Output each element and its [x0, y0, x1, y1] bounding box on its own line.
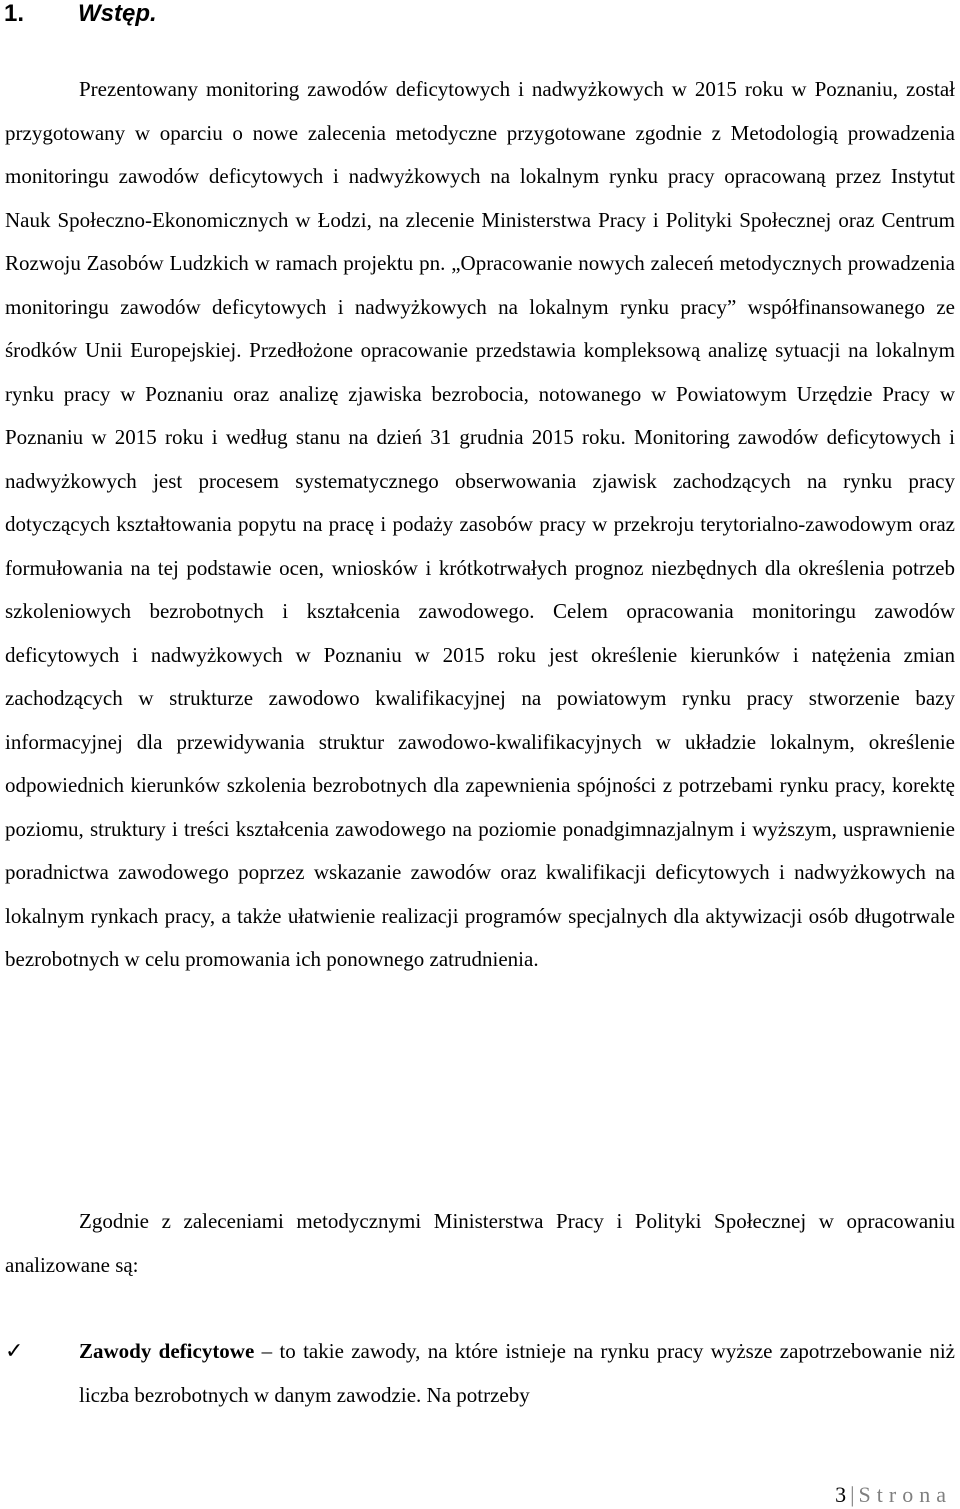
bullet-term: Zawody deficytowe [79, 1339, 255, 1363]
page-number: 3 [835, 1482, 847, 1507]
checkmark-icon: ✓ [5, 1339, 24, 1364]
section-title: Wstęp. [78, 0, 157, 27]
section-heading [4, 0, 157, 28]
bullet-item [5, 1330, 955, 1417]
bullet-dash: – [254, 1339, 280, 1363]
intro-paragraph: Prezentowany monitoring zawodów deficytowych i nadwyżkowych w 2015 roku w Poznaniu, został przygotowany w oparciu o nowe zalecenia metodyczne przygotowane zgodnie z Metodologią prowadzenia monitoringu zawodów deficytowych i nadwyżkowych na lokalnym rynku pracy opracowaną przez Instytut Nauk Społeczno-Ekonomicznych w Łodzi, na zlecenie Ministerstwa Pracy i Polityki Społecznej oraz Centrum Rozwoju Zasobów Ludzkich w ramach projektu pn. „Opracowanie nowych zaleceń metodycznych prowadzenia monitoringu zawodów deficytowych i nadwyżkowych na lokalnym rynku pracy” współfinansowanego ze środków Unii Europejskiej. Przedłożone opracowanie przedstawia kompleksową analizę sytuacji na lokalnym rynku pracy w Poznaniu oraz analizę zjawiska bezrobocia, notowanego w Powiatowym Urzędzie Pracy w Poznaniu w 2015 roku i według stanu na dzień 31 grudnia 2015 roku. Monitoring zawodów deficytowych i nadwyżkowych jest procesem systematycznego obserwowania zjawisk zachodzących na rynku pracy dotyczących kształtowania popytu na pracę i podaży zasobów pracy w przekroju terytorialno-zawodowym oraz formułowania na tej podstawie ocen, wniosków i krótkotrwałych prognoz niezbędnych dla określenia potrzeb szkoleniowych bezrobotnych i kształcenia zawodowego. Celem opracowania monitoringu zawodów deficytowych i nadwyżkowych w Poznaniu w 2015 roku jest określenie kierunków i natężenia zmian zachodzących w strukturze zawodowo kwalifikacyjnej na powiatowym rynku pracy stworzenie bazy informacyjnej dla przewidywania struktur zawodowo-kwalifikacyjnych w układzie lokalnym, określenie odpowiednich kierunków szkolenia bezrobotnych dla zapewnienia spójności z potrzebami rynku pracy, korektę poziomu, struktury i treści kształcenia zawodowego na poziomie ponadgimnazjalnym i wyższym, usprawnienie poradnictwa zawodowego poprzez wskazanie zawodów oraz kwalifikacji deficytowych i nadwyżkowych na lokalnym rynkach pracy, a także ułatwienie realizacji programów specjalnych dla aktywizacji osób długotrwale bezrobotnych w celu promowania ich ponownego zatrudnienia. [5, 77, 955, 971]
bullet-text [79, 1330, 955, 1417]
section-number: 1. [4, 0, 25, 27]
bullet-definition: to takie zawody, na które istnieje na rynku pracy wyższe zapotrzebowanie niż liczba bezrobotnych w danym zawodzie. Na potrzeby [79, 1339, 956, 1407]
footer-separator: | [850, 1482, 855, 1507]
guidelines-paragraph: Zgodnie z zaleceniami metodycznymi Ministerstwa Pracy i Polityki Społecznej w opracowaniu analizowane są: [5, 1209, 955, 1277]
page-footer [835, 1483, 952, 1507]
page-word: Strona [858, 1482, 952, 1507]
